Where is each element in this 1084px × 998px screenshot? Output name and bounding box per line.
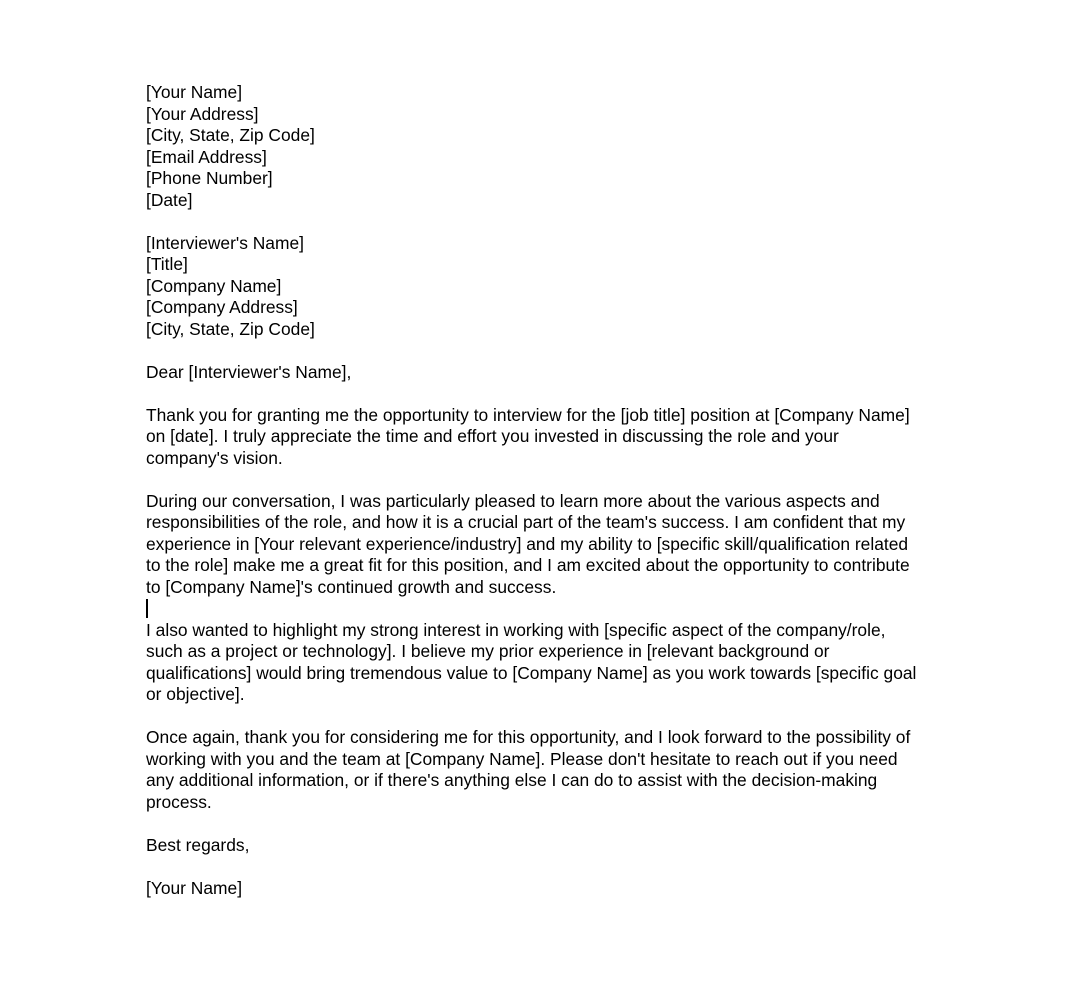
sender-street: [Your Address] (146, 103, 259, 124)
recipient-title: [Title] (146, 254, 188, 274)
letter-date: [Date] (146, 189, 193, 210)
sender-email: [Email Address] (146, 146, 267, 167)
sender-city-state-zip: [City, State, Zip Code] (146, 125, 315, 145)
body-paragraph-2: During our conversation, I was particularly pleased to learn more about the various aspects and responsibilities of the role, and how it is a crucial part of the team's success. I am confident that my experience in [Your relevant experience/industry] and my ability to [specific skill/qualification related to the role] make me a great fit for this position, and I am excited about the opportunity to contribute to [Company Name]'s continued growth and success. (146, 490, 910, 597)
spacer-after-closing (146, 856, 918, 878)
body-paragraph-4: Once again, thank you for considering me for this opportunity, and I look forward to the possibility of working with you and the team at [Company Name]. Please don't hesitate to reach out if you need any additional information, or if there's anything else I can do to assist with the decision-making process. (146, 727, 911, 812)
caret-line[interactable] (146, 598, 918, 620)
salutation: Dear [Interviewer's Name], (146, 361, 352, 382)
spacer-after-sender-block (146, 211, 918, 233)
sender-name: [Your Name] (146, 82, 243, 102)
sender-address-block (146, 82, 918, 211)
spacer-after-paragraph-3 (146, 706, 918, 728)
recipient-company-name: [Company Name] (146, 275, 282, 296)
letter-body[interactable] (146, 82, 918, 899)
recipient-name: [Interviewer's Name] (146, 232, 304, 253)
closing-salutation: Best regards, (146, 834, 250, 855)
spacer-after-salutation (146, 383, 918, 405)
recipient-address-block (146, 233, 918, 341)
signature-name: [Your Name] (146, 877, 243, 898)
spacer-after-paragraph-1 (146, 469, 918, 491)
spacer-after-recipient-block (146, 340, 918, 362)
sender-phone: [Phone Number] (146, 168, 273, 188)
text-cursor-caret (146, 599, 148, 618)
recipient-company-address: [Company Address] (146, 297, 298, 317)
recipient-city-state-zip: [City, State, Zip Code] (146, 318, 315, 339)
body-paragraph-1: Thank you for granting me the opportunity to interview for the [job title] position at [Company Name] on [date]. I truly appreciate the time and effort you invested in discussing the role and your company's vision. (146, 404, 910, 468)
spacer-after-paragraph-4 (146, 813, 918, 835)
body-paragraph-3: I also wanted to highlight my strong interest in working with [specific aspect of the company/role, such as a project or technology]. I believe my prior experience in [relevant background or qualifications] would bring tremendous value to [Company Name] as you work towards [specific goal or objective]. (146, 619, 917, 704)
